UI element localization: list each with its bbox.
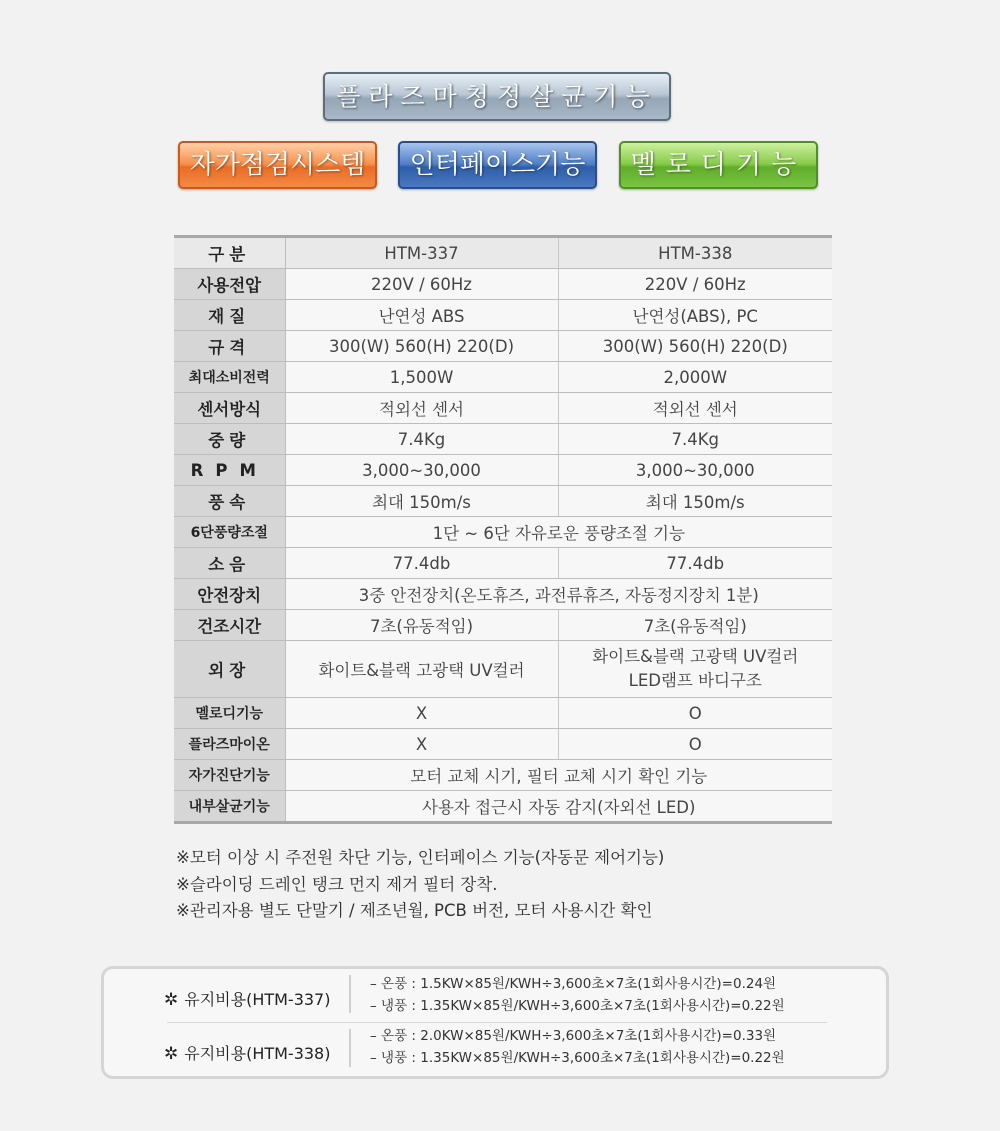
row-value-col1: X — [285, 729, 558, 760]
divider — [349, 975, 351, 1013]
row-label: 사용전압 — [174, 269, 285, 300]
divider — [349, 1029, 351, 1067]
asterisk-icon: ✲ — [164, 1044, 179, 1064]
row-label: 최대소비전력 — [174, 362, 285, 393]
row-value-merged: 사용자 접근시 자동 감지(자외선 LED) — [285, 791, 832, 823]
self-check-system-button[interactable]: 자가점검시스템 — [178, 141, 377, 189]
cost-line: – 온풍 : 2.0KW×85원/KWH÷3,600초×7초(1회사용시간)=0.33원 — [370, 1028, 777, 1044]
cost-label-text: 유지비용(HTM-338) — [184, 1044, 331, 1063]
row-value-col2: 220V / 60Hz — [558, 269, 832, 300]
table-row — [174, 791, 832, 823]
cost-lines — [370, 1025, 785, 1069]
row-label: 외장 — [174, 641, 285, 698]
row-value-col1: X — [285, 698, 558, 729]
melody-function-button[interactable]: 멜로디기능 — [619, 141, 818, 189]
cost-label — [164, 987, 354, 1010]
cost-label — [164, 1041, 354, 1064]
notes-list — [176, 845, 664, 925]
spec-table — [174, 235, 832, 824]
row-label: 풍속 — [174, 486, 285, 517]
row-value-merged: 3중 안전장치(온도휴즈, 과전류휴즈, 자동정지장치 1분) — [285, 579, 832, 610]
row-value-col2: 300(W) 560(H) 220(D) — [558, 331, 832, 362]
row-label: 규격 — [174, 331, 285, 362]
row-label: 내부살균기능 — [174, 791, 285, 823]
row-value-col1: 7.4Kg — [285, 424, 558, 455]
table-row — [174, 269, 832, 300]
cost-label-text: 유지비용(HTM-337) — [184, 990, 331, 1009]
row-label: 6단풍량조절 — [174, 517, 285, 548]
table-row — [174, 331, 832, 362]
row-value-col1: 3,000~30,000 — [285, 455, 558, 486]
table-row — [174, 486, 832, 517]
row-label: 자가진단기능 — [174, 760, 285, 791]
table-row — [174, 610, 832, 641]
row-value-col2: 7초(유동적임) — [558, 610, 832, 641]
row-label: RPM — [174, 455, 285, 486]
table-row — [174, 362, 832, 393]
table-row — [174, 424, 832, 455]
note-item: ※슬라이딩 드레인 탱크 먼지 제거 필터 장착. — [176, 874, 498, 894]
row-value-col2: 3,000~30,000 — [558, 455, 832, 486]
table-row — [174, 698, 832, 729]
row-value-col2: 7.4Kg — [558, 424, 832, 455]
feature-title-badge: 플라즈마청정살균기능 — [323, 72, 671, 121]
row-value-col2: 난연성(ABS), PC — [558, 300, 832, 331]
row-value-merged: 모터 교체 시기, 필터 교체 시기 확인 기능 — [285, 760, 832, 791]
row-value-col1: 화이트&블랙 고광택 UV컬러 — [285, 641, 558, 698]
row-value-merged: 1단 ~ 6단 자유로운 풍량조절 기능 — [285, 517, 832, 548]
cost-line: – 온풍 : 1.5KW×85원/KWH÷3,600초×7초(1회사용시간)=0.24원 — [370, 976, 777, 992]
table-row — [174, 517, 832, 548]
table-header-row — [174, 237, 832, 269]
row-divider — [167, 1022, 827, 1023]
interface-function-button[interactable]: 인터페이스기능 — [398, 141, 597, 189]
header-col2: HTM-338 — [558, 237, 832, 269]
cost-line: – 냉풍 : 1.35KW×85원/KWH÷3,600초×7초(1회사용시간)=0.22원 — [370, 1050, 785, 1066]
table-row — [174, 641, 832, 698]
row-value-col1: 300(W) 560(H) 220(D) — [285, 331, 558, 362]
row-value-col2: 최대 150m/s — [558, 486, 832, 517]
table-row — [174, 729, 832, 760]
table-row — [174, 455, 832, 486]
cost-line: – 냉풍 : 1.35KW×85원/KWH÷3,600초×7초(1회사용시간)=0.22원 — [370, 998, 785, 1014]
cost-lines — [370, 973, 785, 1017]
row-value-col1: 220V / 60Hz — [285, 269, 558, 300]
row-value-col2 — [558, 641, 832, 698]
row-value-col2: 77.4db — [558, 548, 832, 579]
note-item: ※모터 이상 시 주전원 차단 기능, 인터페이스 기능(자동문 제어기능) — [176, 848, 665, 867]
row-label: 멜로디기능 — [174, 698, 285, 729]
maintenance-cost-box — [101, 966, 889, 1079]
row-value-col2: O — [558, 698, 832, 729]
row-value-col2: 2,000W — [558, 362, 832, 393]
row-label: 건조시간 — [174, 610, 285, 641]
row-value-col1: 적외선 센서 — [285, 393, 558, 424]
table-row — [174, 393, 832, 424]
table-row — [174, 300, 832, 331]
exterior-line-1: 화이트&블랙 고광택 UV컬러 — [592, 647, 799, 666]
asterisk-icon: ✲ — [164, 990, 179, 1010]
header-col1: HTM-337 — [285, 237, 558, 269]
row-label: 안전장치 — [174, 579, 285, 610]
table-row — [174, 579, 832, 610]
row-value-col1: 1,500W — [285, 362, 558, 393]
row-label: 소음 — [174, 548, 285, 579]
note-item: ※관리자용 별도 단말기 / 제조년월, PCB 버전, 모터 사용시간 확인 — [176, 901, 653, 920]
row-value-col2: O — [558, 729, 832, 760]
row-label: 플라즈마이온 — [174, 729, 285, 760]
table-row — [174, 760, 832, 791]
row-value-col1: 7초(유동적임) — [285, 610, 558, 641]
row-value-col1: 77.4db — [285, 548, 558, 579]
row-label: 재질 — [174, 300, 285, 331]
row-label: 센서방식 — [174, 393, 285, 424]
row-value-col2: 적외선 센서 — [558, 393, 832, 424]
header-label: 구분 — [174, 237, 285, 269]
row-value-col1: 난연성 ABS — [285, 300, 558, 331]
table-row — [174, 548, 832, 579]
row-value-col1: 최대 150m/s — [285, 486, 558, 517]
exterior-line-2: LED램프 바디구조 — [628, 671, 762, 690]
row-label: 중량 — [174, 424, 285, 455]
